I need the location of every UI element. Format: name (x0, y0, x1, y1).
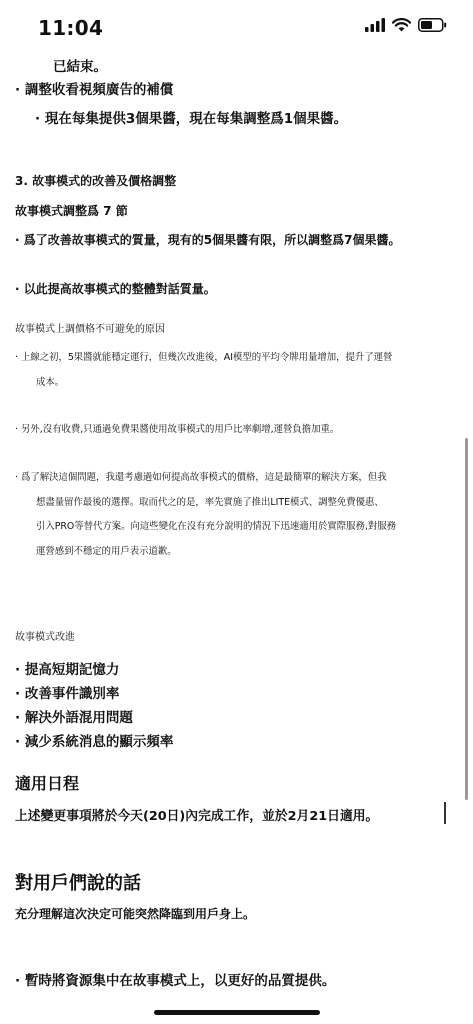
sub-bullet-item: · 現在每集提供3個果醬，現在每集調整爲1個果醬。 (35, 111, 348, 127)
bullet-item: · 調整收看視頻廣告的補償 (15, 82, 174, 98)
bullet-item: · 改善事件識別率 (15, 686, 120, 702)
text-line: 運營感到不穩定的用戶表示道歉。 (36, 546, 177, 557)
bullet-item: · 上線之初，5果醬就能穩定運行，但幾次改進後，AI模型的平均令牌用量增加，提升了運營 (15, 352, 393, 363)
section-heading: 適用日程 (15, 774, 80, 793)
text-line: 充分理解這次決定可能突然降臨到用戶身上。 (15, 907, 256, 921)
bullet-item: · 爲了解決這個問題，我還考慮過如何提高故事模式的價格，這是最簡單的解決方案，但我 (15, 472, 387, 483)
clock: 11:04 (38, 16, 104, 40)
text-line: 想盡量留作最後的選擇。取而代之的是，率先實施了推出LITE模式、調整免費優惠、 (36, 497, 384, 508)
subsection-heading: 故事模式調整爲 7 節 (15, 204, 128, 218)
bullet-item: · 爲了改善故事模式的質量，現有的5個果醬有限，所以調整爲7個果醬。 (15, 233, 401, 247)
text-line: 上述變更事項將於今天(20日)內完成工作，並於2月21日適用。 (15, 809, 379, 824)
bullet-item: · 以此提高故事模式的整體對話質量。 (15, 282, 216, 296)
bullet-item: · 暫時將資源集中在故事模式上，以更好的品質提供。 (15, 973, 336, 989)
bullet-item: · 提高短期記憶力 (15, 662, 120, 678)
subsection-heading: 故事模式上調價格不可避免的原因 (15, 324, 165, 335)
section-heading: 3. 故事模式的改善及價格調整 (15, 174, 177, 188)
bullet-item: · 減少系統消息的顯示頻率 (15, 734, 174, 750)
text-line: 已結束。 (53, 59, 107, 75)
bullet-item: · 解決外語混用問題 (15, 710, 133, 726)
section-heading: 對用戶們說的話 (15, 873, 141, 894)
scrollbar[interactable] (465, 438, 468, 800)
text-line: 引入PRO等替代方案。向這些變化在沒有充分說明的情況下迅速適用於實際服務,對服務 (36, 521, 397, 532)
bullet-item: · 另外,沒有收費,只通過免費果醬使用故事模式的用戶比率劇增,運營負擔加重。 (15, 424, 340, 435)
subsection-heading: 故事模式改進 (15, 632, 75, 643)
home-indicator[interactable] (154, 1010, 320, 1015)
text-line: 成本。 (36, 377, 65, 388)
text-cursor (444, 802, 446, 824)
